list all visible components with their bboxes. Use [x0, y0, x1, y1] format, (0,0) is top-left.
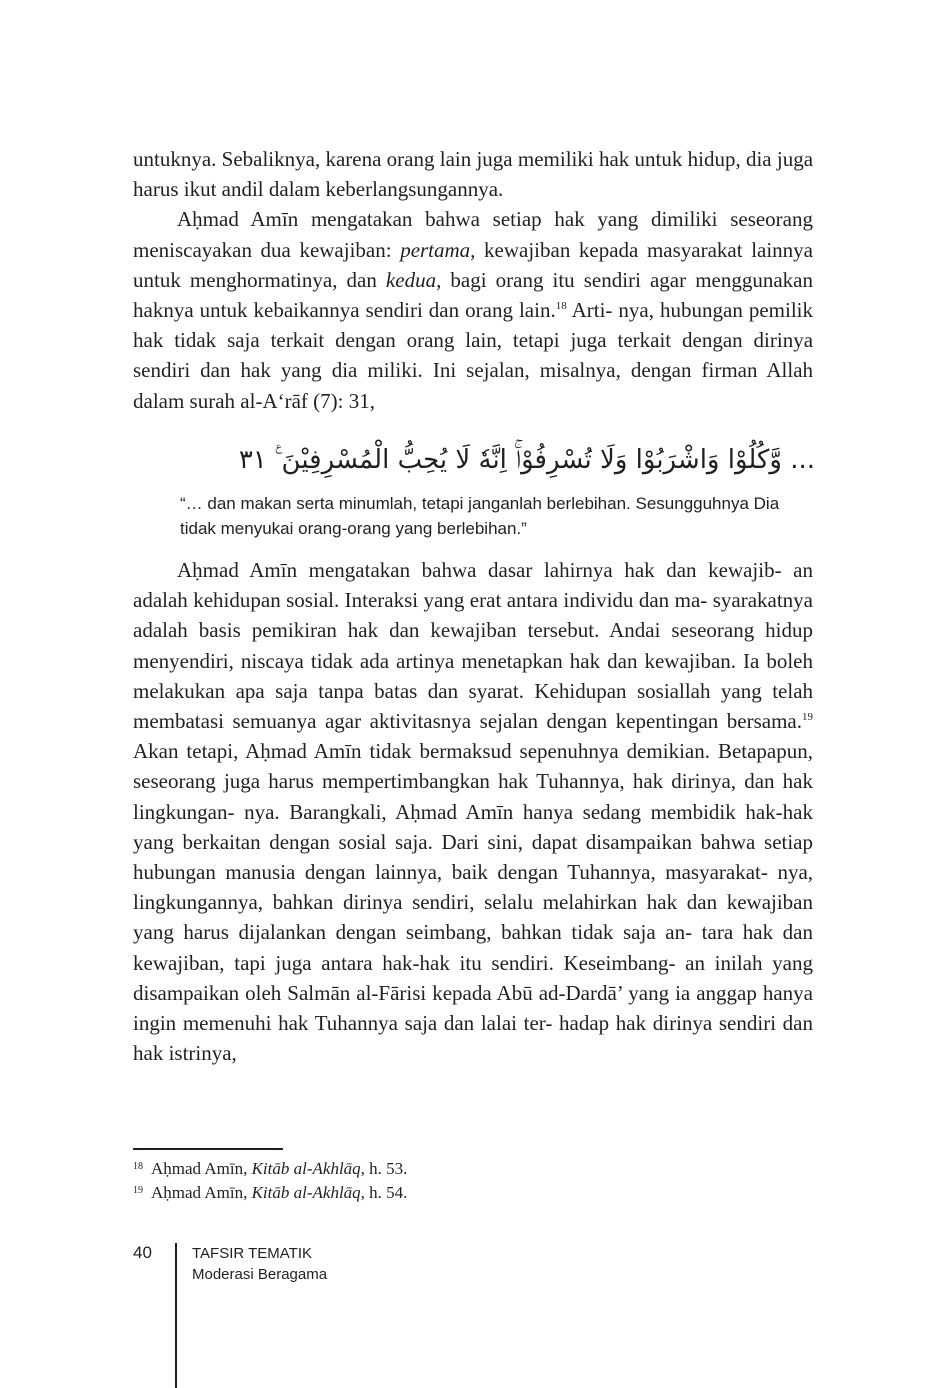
- text-line: , bagi orang itu sendiri agar: [436, 267, 687, 292]
- footnote-author: Aḥmad Amīn,: [151, 1159, 252, 1178]
- translation-line: “… dan makan serta minumlah, tetapi janganlah berlebihan. Sesungguhnya: [180, 494, 749, 513]
- footnote-author: Aḥmad Amīn,: [151, 1183, 252, 1202]
- footnote-divider: [133, 1148, 283, 1150]
- text-line: sejalan dengan kepentingan bersama.: [479, 709, 803, 734]
- verse-translation: [180, 491, 815, 541]
- footnote-title: Kitāb al-Akhlāq,: [251, 1183, 365, 1202]
- text-line: Kehidupan sosiallah yang telah membatasi semuanya agar aktivitasnya: [133, 678, 814, 734]
- text-line: nya, lingkungannya, bahkan dirinya sendiri, selalu melahirkan hak dan: [133, 860, 814, 915]
- text-line: tara hak dan kewajiban, tapi juga antara hak-hak itu sendiri. Keseimbang-: [133, 920, 813, 975]
- text-line: Arti-: [566, 298, 613, 323]
- text-line: menggunakan haknya untuk kebaikannya sendiri dan orang lain.: [133, 267, 813, 323]
- text-line: untuknya. Sebaliknya, karena orang lain juga memiliki hak untuk hidup,: [133, 147, 741, 171]
- text-line: misalnya, dengan firman Allah dalam surah al-A‘rāf (7): 31,: [133, 358, 814, 413]
- text-line: dan kewajiban. Ia boleh melakukan apa saja tanpa batas dan syarat.: [133, 648, 814, 703]
- text-line: hubungan manusia dengan lainnya, baik dengan Tuhannya, masyarakat-: [133, 860, 768, 885]
- text-line: seseorang hidup menyendiri, niscaya tidak ada artinya menetapkan hak: [133, 618, 814, 673]
- footnote-18: [133, 1157, 813, 1181]
- text-line: lainnya untuk menghormatinya, dan: [133, 237, 813, 292]
- series-title: TAFSIR TEMATIK: [192, 1245, 313, 1262]
- text-line: meniscayakan dua kewajiban:: [133, 237, 401, 262]
- text-line: nya, hubungan pemilik hak tidak saja terkait dengan orang lain, tetapi: [133, 298, 814, 353]
- emphasis-pertama: pertama,: [400, 237, 476, 262]
- translation-line: Dia tidak menyukai orang-orang yang berlebihan.”: [180, 494, 780, 538]
- body-text-bottom: [133, 555, 813, 1068]
- text-line: Aḥmad Amīn mengatakan bahwa dasar lahirnya hak dan kewajib-: [177, 558, 782, 582]
- paragraph-social-life: [133, 555, 813, 1068]
- emphasis-kedua: kedua: [385, 267, 437, 292]
- paragraph-ahmad-amin-rights: [133, 204, 813, 415]
- text-line: mempertimbangkan hak Tuhannya, hak dirinya, dan hak lingkungan-: [133, 769, 813, 824]
- paragraph-continuation: [133, 144, 813, 204]
- text-line: kewajiban kepada masyarakat: [475, 237, 743, 262]
- text-line: an adalah kehidupan sosial. Interaksi yang erat antara individu dan ma-: [133, 558, 813, 613]
- footnote-number: 18: [133, 1161, 143, 1172]
- quran-verse-arabic: ... وَّكُلُوْا وَاشْرَبُوْا وَلَا تُسْرِفُوْاۚ اِنَّهٗ لَا يُحِبُّ الْمُسْرِفِيْنَ ࣖ ٣١: [238, 445, 815, 475]
- footnote-page: h. 53.: [364, 1159, 408, 1178]
- text-line: bermaksud sepenuhnya demikian. Betapapun, seseorang juga harus: [133, 739, 813, 794]
- text-line: yang ia anggap hanya ingin memenuhi hak Tuhannya saja dan lalai ter-: [133, 980, 813, 1036]
- body-text-top: [133, 144, 813, 416]
- footnote-19: [133, 1181, 813, 1205]
- text-line: nya. Barangkali, Aḥmad Amīn hanya sedang membidik hak-hak yang: [133, 799, 813, 854]
- footer-divider: [175, 1243, 177, 1388]
- book-title: Moderasi Beragama: [192, 1266, 328, 1283]
- text-line: syarakatnya adalah basis pemikiran hak dan kewajiban tersebut. Andai: [133, 588, 813, 643]
- text-line: Aḥmad Amīn mengatakan bahwa setiap hak yang dimiliki seseorang: [177, 207, 813, 232]
- text-line: berkaitan dengan sosial saja. Dari sini, dapat disampaikan bahwa setiap: [182, 829, 814, 854]
- footnote-number: 19: [133, 1185, 143, 1196]
- running-footer: [192, 1243, 327, 1285]
- text-line: juga terkait dengan dirinya sendiri dan hak yang dia miliki. Ini sejalan,: [133, 328, 814, 383]
- text-line: Akan tetapi, Aḥmad Amīn tidak: [133, 739, 412, 764]
- footnotes: [133, 1157, 813, 1205]
- footnote-title: Kitāb al-Akhlāq,: [251, 1159, 365, 1178]
- footnote-ref-18[interactable]: 18: [555, 300, 567, 313]
- page-number: 40: [133, 1243, 152, 1262]
- text-line: dia juga harus ikut andil dalam keberlangsungannya.: [133, 147, 814, 202]
- footnote-ref-19[interactable]: 19: [802, 711, 814, 724]
- text-line: an inilah yang disampaikan oleh Salmān al-Fārisi kepada Abū ad-Dardā’: [133, 950, 813, 1005]
- text-line: hadap hak dirinya sendiri dan hak istrinya,: [133, 1011, 814, 1066]
- footnote-page: h. 54.: [364, 1183, 408, 1202]
- text-line: kewajiban yang harus dijalankan dengan seimbang, bahkan tidak saja an-: [133, 890, 813, 945]
